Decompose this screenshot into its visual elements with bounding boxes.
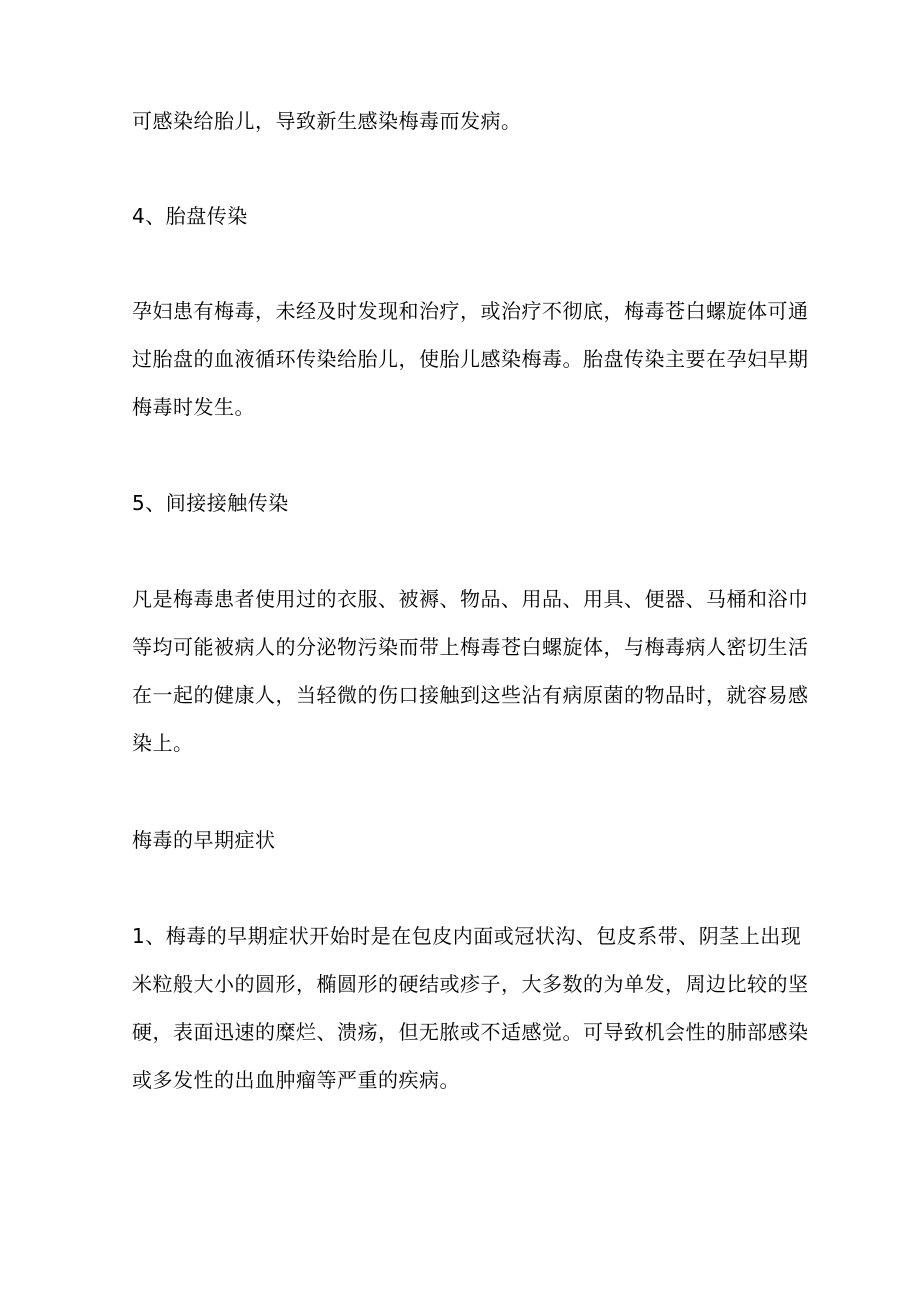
paragraph-line: 米粒般大小的圆形，椭圆形的硬结或疹子，大多数的为单发，周边比较的坚 [132,972,809,996]
section-heading-placenta: 4、胎盘传染 [132,204,248,228]
paragraph-line: 梅毒时发生。 [132,395,255,419]
paragraph-line: 凡是梅毒患者使用过的衣服、被褥、物品、用品、用具、便器、马桶和浴巾 [132,587,809,611]
section-heading-indirect-contact: 5、间接接触传染 [132,491,289,515]
paragraph-line: 或多发性的出血肿瘤等严重的疾病。 [132,1068,460,1092]
paragraph-line: 硬，表面迅速的糜烂、溃疡，但无脓或不适感觉。可导致机会性的肺部感染 [132,1020,809,1044]
paragraph-line: 在一起的健康人，当轻微的伤口接触到这些沾有病原菌的物品时，就容易感 [132,683,809,707]
paragraph-line: 等均可能被病人的分泌物污染而带上梅毒苍白螺旋体，与梅毒病人密切生活 [132,635,809,659]
section-heading-early-symptoms: 梅毒的早期症状 [132,828,276,852]
paragraph-line: 1、梅毒的早期症状开始时是在包皮内面或冠状沟、包皮系带、阴茎上出现 [132,924,802,948]
paragraph-line: 过胎盘的血液循环传染给胎儿，使胎儿感染梅毒。胎盘传染主要在孕妇早期 [132,347,809,371]
paragraph-line: 染上。 [132,731,194,755]
paragraph-line: 可感染给胎儿，导致新生感染梅毒而发病。 [132,109,522,133]
paragraph-line: 孕妇患有梅毒，未经及时发现和治疗，或治疗不彻底，梅毒苍白螺旋体可通 [132,299,809,323]
